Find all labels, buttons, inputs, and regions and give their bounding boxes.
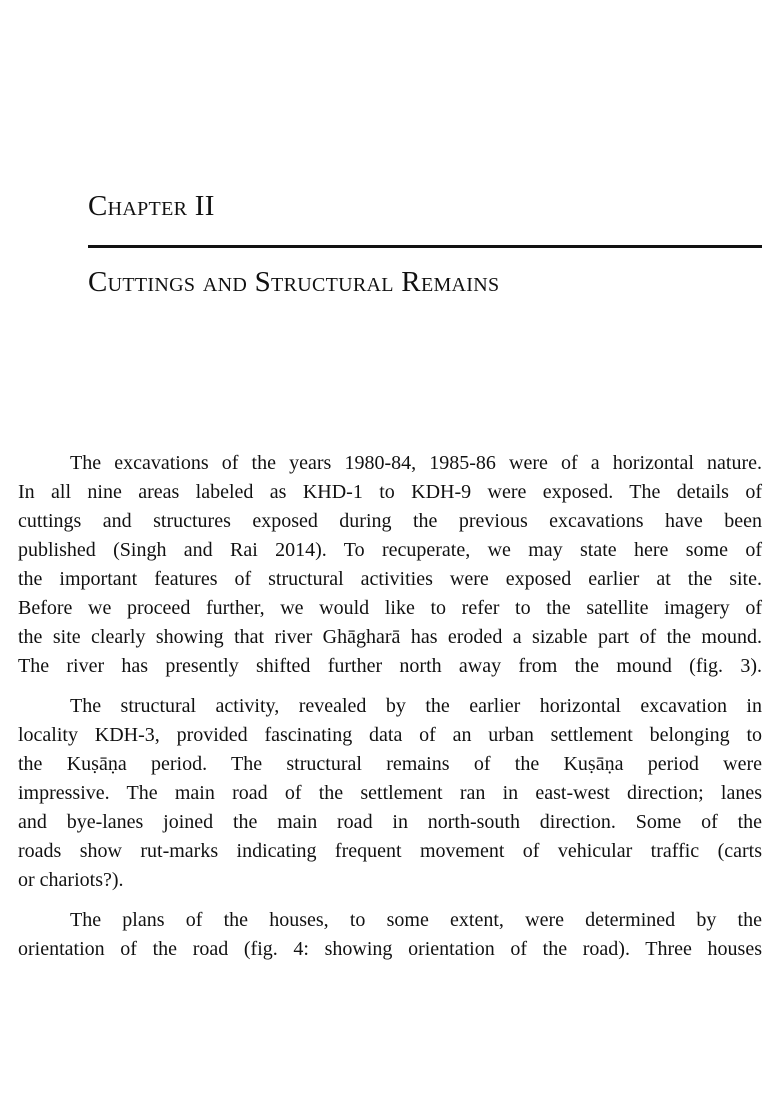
text-line: the important features of structural activities were exposed earlier at the site. (18, 568, 762, 590)
chapter-label: Chapter II (88, 190, 215, 222)
text-line: published (Singh and Rai 2014). To recuperate, we may state here some of (18, 539, 762, 561)
text-line: the site clearly showing that river Ghāgharā has eroded a sizable part of the mound. (18, 626, 762, 648)
text-line: roads show rut-marks indicating frequent movement of vehicular traffic (carts (18, 840, 762, 862)
chapter-title: Cuttings and Structural Remains (88, 266, 500, 298)
text-line: The excavations of the years 1980-84, 1985-86 were of a horizontal nature. (70, 452, 762, 474)
text-line: orientation of the road (fig. 4: showing orientation of the road). Three houses (18, 938, 762, 960)
text-line: The plans of the houses, to some extent, were determined by the (70, 909, 762, 931)
text-line: In all nine areas labeled as KHD-1 to KDH-9 were exposed. The details of (18, 481, 762, 503)
text-line: locality KDH-3, provided fascinating data of an urban settlement belonging to (18, 724, 762, 746)
text-line: Before we proceed further, we would like to refer to the satellite imagery of (18, 597, 762, 619)
text-line: cuttings and structures exposed during the previous excavations have been (18, 510, 762, 532)
text-line: impressive. The main road of the settlement ran in east-west direction; lanes (18, 782, 762, 804)
text-line: and bye-lanes joined the main road in north-south direction. Some of the (18, 811, 762, 833)
text-line: or chariots?). (18, 869, 124, 891)
text-line: The structural activity, revealed by the earlier horizontal excavation in (70, 695, 762, 717)
heading-rule (88, 245, 762, 248)
text-line: The river has presently shifted further north away from the mound (fig. 3). (18, 655, 762, 677)
text-line: the Kuṣāṇa period. The structural remains of the Kuṣāṇa period were (18, 753, 762, 775)
